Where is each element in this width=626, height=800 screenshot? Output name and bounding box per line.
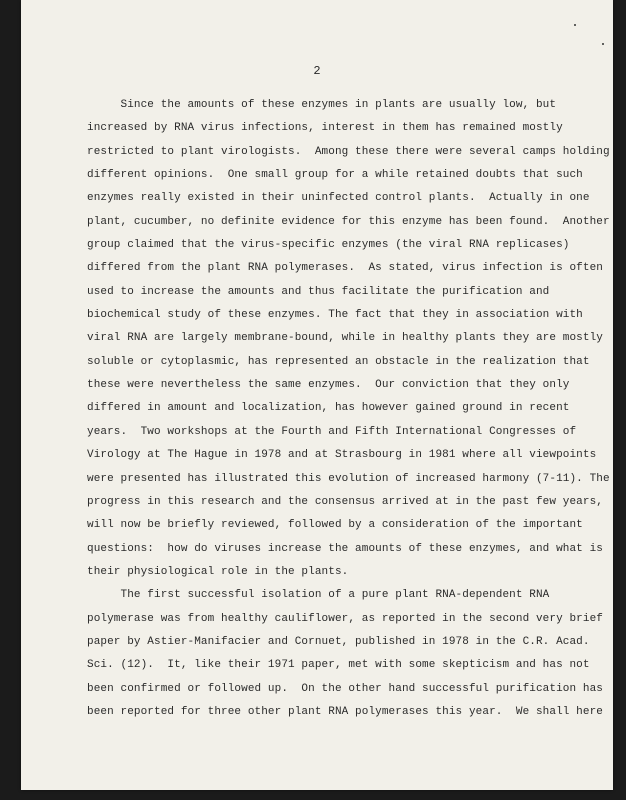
text-line: viral RNA are largely membrane-bound, while in healthy plants they are mostly	[87, 332, 603, 345]
text-line: paper by Astier-Manifacier and Cornuet, published in 1978 in the C.R. Acad.	[87, 635, 590, 648]
text-line: these were nevertheless the same enzymes. Our conviction that they only	[87, 379, 570, 392]
text-line: Since the amounts of these enzymes in plants are usually low, but	[87, 99, 557, 111]
text-line: were presented has illustrated this evolution of increased harmony (7-11). The	[87, 472, 610, 485]
text-line: their physiological role in the plants.	[87, 565, 349, 578]
text-line: been reported for three other plant RNA polymerases this year. We shall here	[87, 705, 603, 718]
text-line: soluble or cytoplasmic, has represented an obstacle in the realization that	[87, 355, 590, 368]
text-line: different opinions. One small group for a while retained doubts that such	[87, 169, 583, 182]
paragraph-1	[87, 97, 610, 587]
text-line: The first successful isolation of a pure plant RNA-dependent RNA	[87, 589, 550, 602]
paragraph-2	[87, 587, 603, 727]
text-line: Sci. (12). It, like their 1971 paper, met with some skepticism and has not	[87, 659, 590, 672]
ink-speck	[574, 24, 576, 26]
text-line: differed from the plant RNA polymerases. As stated, virus infection is often	[87, 262, 603, 275]
text-line: will now be briefly reviewed, followed by a consideration of the important	[87, 519, 583, 532]
text-line: group claimed that the virus-specific enzymes (the viral RNA replicases)	[87, 239, 570, 252]
text-line: plant, cucumber, no definite evidence for this enzyme has been found. Another	[87, 215, 610, 228]
text-line: used to increase the amounts and thus facilitate the purification and	[87, 285, 550, 298]
page-number: 2	[313, 64, 321, 78]
text-line: polymerase was from healthy cauliflower, as reported in the second very brief	[87, 612, 603, 625]
text-line: been confirmed or followed up. On the other hand successful purification has	[87, 682, 603, 695]
text-line: enzymes really existed in their uninfected control plants. Actually in one	[87, 192, 590, 205]
text-line: years. Two workshops at the Fourth and Fifth International Congresses of	[87, 425, 577, 438]
text-line: progress in this research and the consensus arrived at in the past few years,	[87, 495, 603, 508]
body-text	[87, 97, 610, 727]
text-line: Virology at The Hague in 1978 and at Strasbourg in 1981 where all viewpoints	[87, 449, 597, 462]
text-line: differed in amount and localization, has however gained ground in recent	[87, 402, 570, 415]
text-line: biochemical study of these enzymes. The fact that they in association with	[87, 309, 583, 322]
ink-speck	[602, 43, 604, 45]
text-line: increased by RNA virus infections, interest in them has remained mostly	[87, 122, 563, 135]
text-line: restricted to plant virologists. Among these there were several camps holding	[87, 145, 610, 158]
text-line: questions: how do viruses increase the amounts of these enzymes, and what is	[87, 542, 603, 555]
document-page	[21, 0, 613, 790]
